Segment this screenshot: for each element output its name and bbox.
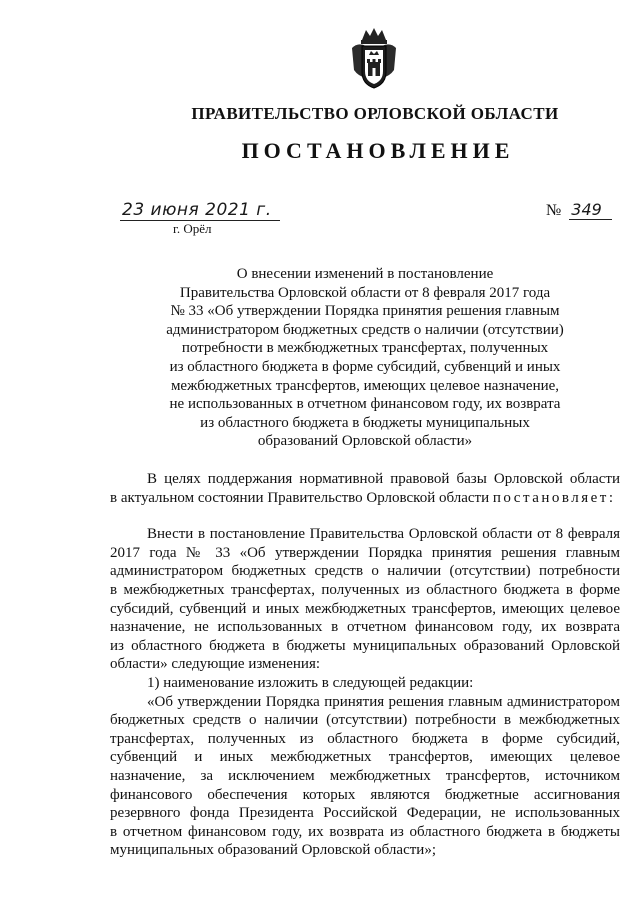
quote-line: в отчетном финансовом году, их возврата из областного бюджета в бюджеты	[110, 823, 620, 840]
resolution-line: в межбюджетных трансфертах, полученных из областного бюджета в форме	[110, 581, 620, 598]
document-subject	[140, 265, 590, 451]
quote-line: финансового обеспечения которых являются бюджетные ассигнования	[110, 786, 620, 803]
preamble-text: в актуальном состоянии Правительство Орловской области	[110, 489, 490, 506]
number-sign: №	[546, 202, 562, 219]
item-1-paragraph	[110, 674, 620, 693]
quote-line: бюджетных средств о наличии (отсутствии) потребности в межбюджетных	[110, 712, 620, 729]
subject-line: из областного бюджета в бюджеты муниципальных	[200, 414, 530, 431]
subject-line: Правительства Орловской области от 8 февраля 2017 года	[179, 284, 551, 301]
subject-line: администратором бюджетных средств о наличии (отсутствии)	[166, 321, 564, 338]
resolution-line: назначение, не использованных в отчетном финансовом году, их возврата	[110, 619, 620, 636]
subject-line: № 33 «Об утверждении Порядка принятия решения главным	[170, 303, 560, 320]
document-city: г. Орёл	[173, 221, 212, 236]
subject-line: потребности в межбюджетных трансфертах, полученных	[181, 340, 549, 357]
preamble-paragraph	[110, 470, 620, 507]
subject-line: из областного бюджета в форме субсидий, субвенций и иных	[169, 358, 561, 375]
subject-line: межбюджетных трансфертов, имеющих целевое назначение,	[170, 377, 560, 394]
resolution-line: Внести в постановление Правительства Орловской области от 8 февраля	[147, 526, 620, 543]
quote-line: «Об утверждении Порядка принятия решения главным администратором	[147, 693, 620, 710]
subject-line: не использованных в отчетном финансовом году, их возврата	[169, 396, 561, 413]
document-body	[110, 470, 620, 860]
subject-line: О внесении изменений в постановление	[236, 266, 494, 282]
enacting-word: постановляет:	[492, 489, 616, 506]
coat-of-arms-emblem	[348, 26, 400, 92]
item-1-line: 1) наименование изложить в следующей редакции:	[147, 674, 474, 691]
document-date: 23 июня 2021 г.	[120, 201, 280, 221]
resolution-line: области» следующие изменения:	[110, 656, 321, 673]
resolution-line: 2017 года № 33 «Об утверждении Порядка принятия решения главным	[110, 544, 620, 561]
document-number	[546, 201, 612, 220]
resolution-line: субсидий, субвенций и иных межбюджетных трансфертов, имеющих целевое	[110, 600, 620, 617]
quote-line: назначение, за исключением межбюджетных трансфертов, источником	[110, 767, 620, 784]
quote-line: муниципальных образований Орловской области»;	[110, 842, 436, 859]
quote-line: трансфертах, полученных из областного бюджета в форме субсидий,	[110, 730, 620, 747]
preamble-line	[110, 490, 616, 506]
quote-line: резервного фонда Президента Российской Федерации, не использованных	[110, 805, 620, 822]
quoted-title-paragraph	[110, 693, 620, 860]
document-type-title: ПОСТАНОВЛЕНИЕ	[241, 138, 515, 163]
quote-line: субвенций и иных межбюджетных трансфертов, имеющих целевое	[110, 749, 620, 766]
number-value: 349	[569, 201, 612, 220]
preamble-line: В целях поддержания нормативной правовой базы Орловской области	[147, 471, 620, 487]
organization-name: ПРАВИТЕЛЬСТВО ОРЛОВСКОЙ ОБЛАСТИ	[191, 104, 559, 123]
resolution-line: администратором бюджетных средств о наличии (отсутствии) потребности	[110, 563, 620, 580]
resolution-paragraph	[110, 525, 620, 674]
subject-line: образований Орловской области»	[257, 433, 473, 450]
resolution-line: из областного бюджета в бюджеты муниципальных образований Орловской	[110, 637, 620, 654]
